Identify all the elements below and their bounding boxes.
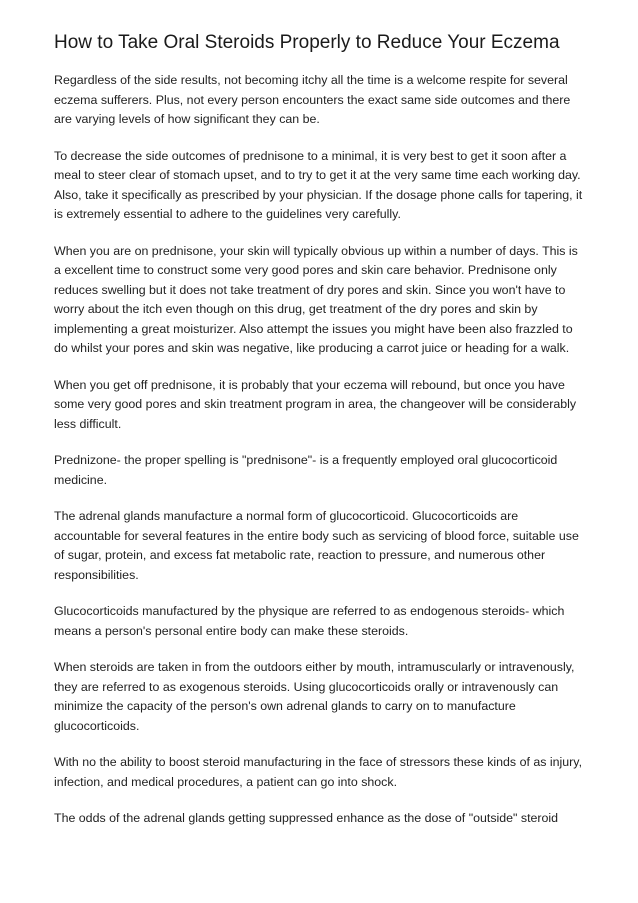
page-title: How to Take Oral Steroids Properly to Reduce Your Eczema — [54, 32, 560, 53]
paragraph: When you are on prednisone, your skin will typically obvious up within a number of days. This is a excellent time to construct some very good pores and skin care behavior. Prednisone only reduces swelling but it does not take treatment of dry pores and skin. Since you won't have to worry about the itch even though on this drug, get treatment of the dry pores and skin by implementing a great moisturizer. Also attempt the issues you might have been also frazzled to do whilst your pores and skin was negative, like producing a carrot juice or heading for a walk. — [54, 243, 578, 355]
paragraph: The odds of the adrenal glands getting suppressed enhance as the dose of "outside" steroid — [54, 811, 559, 825]
paragraph: With no the ability to boost steroid manufacturing in the face of stressors these kinds of as injury, infection, and medical procedures, a patient can go into shock. — [54, 755, 583, 789]
paragraph: To decrease the side outcomes of prednisone to a minimal, it is very best to get it soon after a meal to steer clear of stomach upset, and to try to get it at the very same time each working day. Also, take it specifically as prescribed by your physician. If the dosage phone calls for tapering, it is extremely essential to adhere to the guidelines very carefully. — [54, 148, 583, 221]
article-body — [54, 71, 588, 846]
paragraph: Prednizone- the proper spelling is "prednisone"- is a frequently employed oral glucocorticoid medicine. — [54, 453, 558, 487]
paragraph: When steroids are taken in from the outdoors either by mouth, intramuscularly or intravenously, they are referred to as exogenous steroids. Using glucocorticoids orally or intravenously can minimize the capacity of the person's own adrenal glands to carry on to manufacture glucocorticoids. — [54, 660, 575, 733]
paragraph: The adrenal glands manufacture a normal form of glucocorticoid. Glucocorticoids are accountable for several features in the entire body such as servicing of blood force, suitable use of sugar, protein, and excess fat metabolic rate, reaction to pressure, and numerous other responsibilities. — [54, 509, 579, 582]
paragraph: Glucocorticoids manufactured by the physique are referred to as endogenous steroids- which means a person's personal entire body can make these steroids. — [54, 604, 565, 638]
paragraph: When you get off prednisone, it is probably that your eczema will rebound, but once you have some very good pores and skin treatment program in area, the changeover will be considerably less difficult. — [54, 377, 577, 431]
paragraph: Regardless of the side results, not becoming itchy all the time is a welcome respite for several eczema sufferers. Plus, not every person encounters the exact same side outcomes and there are varying levels of how significant they can be. — [54, 73, 571, 126]
